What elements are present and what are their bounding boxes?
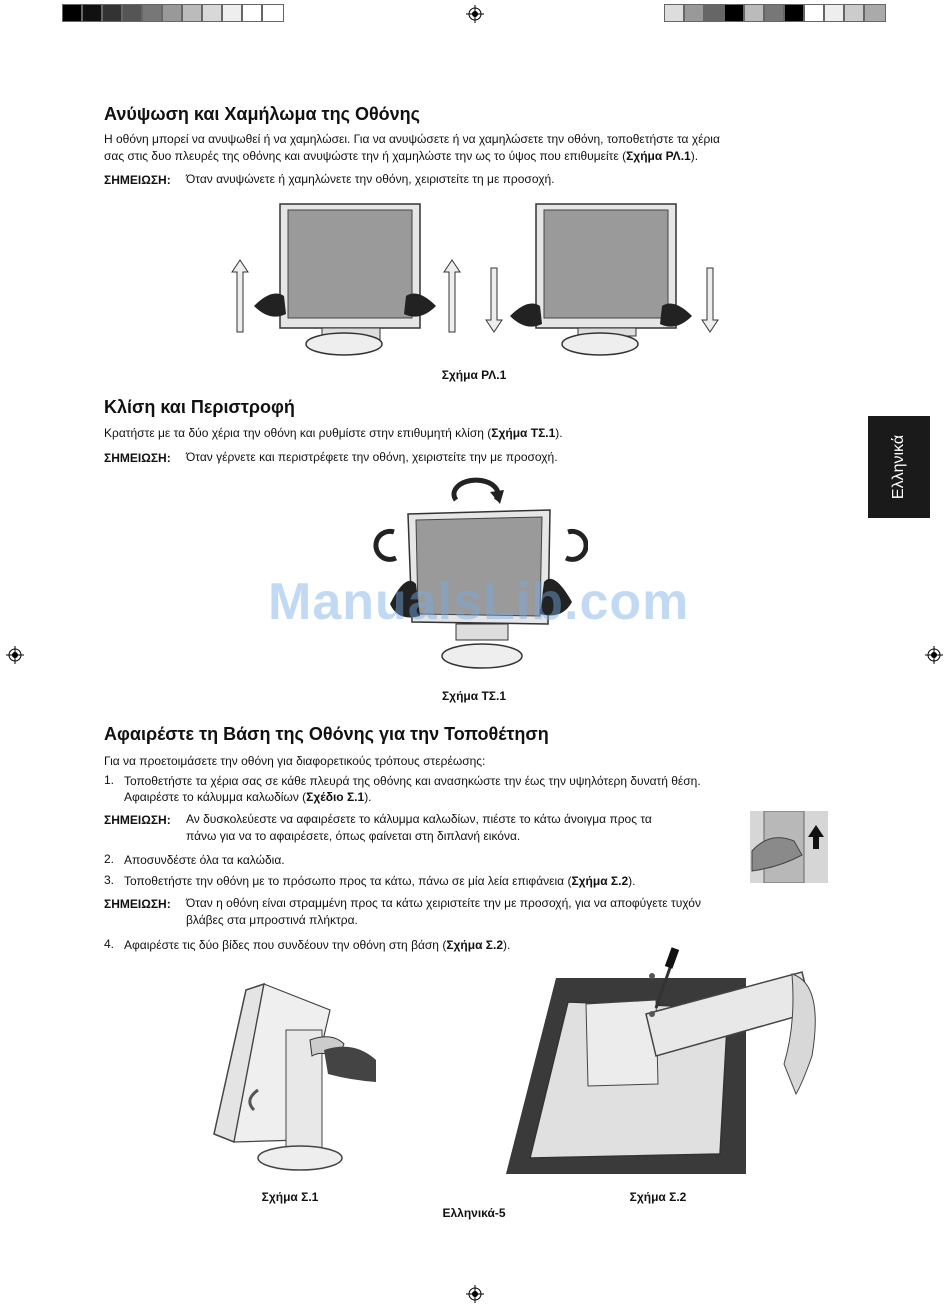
page-footer: Ελληνικά-5 [442,1206,506,1220]
watermark: ManualsLib.com [268,573,690,631]
note-label: ΣΗΜΕΙΩΣΗ: [104,813,171,827]
section-heading-tilt-swivel: Κλίση και Περιστροφή [104,397,295,417]
figure-remove-screws-illustration [506,944,826,1176]
note-text: Όταν γέρνετε και περιστρέφετε την οθόνη, χειριστείτε την με προσοχή. [186,450,558,464]
step-3: Τοποθετήστε την οθόνη με το πρόσωπο προς τα κάτω, πάνω σε μία λεία επιφάνεια (Σχήμα Σ.2). [124,874,636,888]
note-text-line1: Αν δυσκολεύεστε να αφαιρέσετε το κάλυμμα καλωδίων, πιέστε το κάτω άνοιγμα προς τα [186,812,652,826]
language-side-tab [868,416,930,518]
step-number: 2. [104,852,115,866]
step-number: 3. [104,873,115,887]
monitor-raised-illustration [254,204,436,355]
figure-caption: Σχήμα Σ.1 [261,1190,319,1204]
step-4: Αφαιρέστε τις δύο βίδες που συνδέουν την οθόνη στη βάση (Σχήμα Σ.2). [124,938,511,952]
figure-cable-cover-illustration [204,970,376,1176]
intro-text: Για να προετοιμάσετε την οθόνη για διαφορετικούς τρόπους στερέωσης: [104,754,486,768]
section-heading-remove-stand: Αφαιρέστε τη Βάση της Οθόνης για την Τοποθέτηση [104,724,549,744]
monitor-lowered-illustration [510,204,692,355]
registration-mark-top [466,5,484,23]
step-1-line2: Αφαιρέστε το κάλυμμα καλωδίων (Σχέδιο Σ.1). [124,790,372,804]
paragraph-raise-lower-line2: σας στις δυο πλευρές της οθόνης και ανυψώστε την ή χαμηλώστε την ως το ύψος που επιθυμείτε (Σχήμα ΡΛ.1). [104,149,699,163]
figure-caption: Σχήμα ΡΛ.1 [441,368,507,382]
note-label: ΣΗΜΕΙΩΣΗ: [104,451,171,465]
figure-caption: Σχήμα Σ.2 [629,1190,687,1204]
registration-mark-left [6,646,24,664]
step-number: 1. [104,773,115,787]
step-1-line1: Τοποθετήστε τα χέρια σας σε κάθε πλευρά της οθόνης και ανασηκώστε την έως την υψηλότερη δυνατή θέση. [124,774,701,788]
language-side-tab-label: Ελληνικά [890,434,907,500]
note-text-line2: βλάβες στα μπροστινά πλήκτρα. [186,913,358,927]
step-2: Αποσυνδέστε όλα τα καλώδια. [124,853,285,867]
note-text-line1: Όταν η οθόνη είναι στραμμένη προς τα κάτω χειριστείτε την με προσοχή, για να αποφύγετε τυχόν [186,896,701,910]
figure-reference: Σχήμα ΤΣ.1 [491,426,556,440]
note-label: ΣΗΜΕΙΩΣΗ: [104,897,171,911]
figure-reference: Σχήμα Σ.2 [446,938,504,952]
cable-cover-inset-illustration [750,811,828,883]
figure-raise-lower-illustration [224,196,724,362]
note-label: ΣΗΜΕΙΩΣΗ: [104,173,171,187]
figure-reference: Σχέδιο Σ.1 [306,790,365,804]
figure-reference: Σχήμα Σ.2 [571,874,629,888]
registration-mark-right [925,646,943,664]
paragraph-raise-lower-line1: Η οθόνη μπορεί να ανυψωθεί ή να χαμηλώσει. Για να ανυψώσετε ή να χαμηλώσετε την οθόνη, τοποθετήστε τα χέρια [104,132,720,146]
registration-mark-bottom [466,1285,484,1303]
step-number: 4. [104,937,115,951]
note-text-line2: πάνω για να το αφαιρέσετε, όπως φαίνεται στη διπλανή εικόνα. [186,829,521,843]
section-heading-raise-lower: Ανύψωση και Χαμήλωμα της Οθόνης [104,104,421,124]
figure-reference: Σχήμα ΡΛ.1 [626,149,691,163]
figure-caption: Σχήμα ΤΣ.1 [441,689,507,703]
note-text: Όταν ανυψώνετε ή χαμηλώνετε την οθόνη, χειριστείτε τη με προσοχή. [186,172,555,186]
paragraph-tilt-swivel: Κρατήστε με τα δύο χέρια την οθόνη και ρυθμίστε στην επιθυμητή κλίση (Σχήμα ΤΣ.1). [104,426,563,440]
